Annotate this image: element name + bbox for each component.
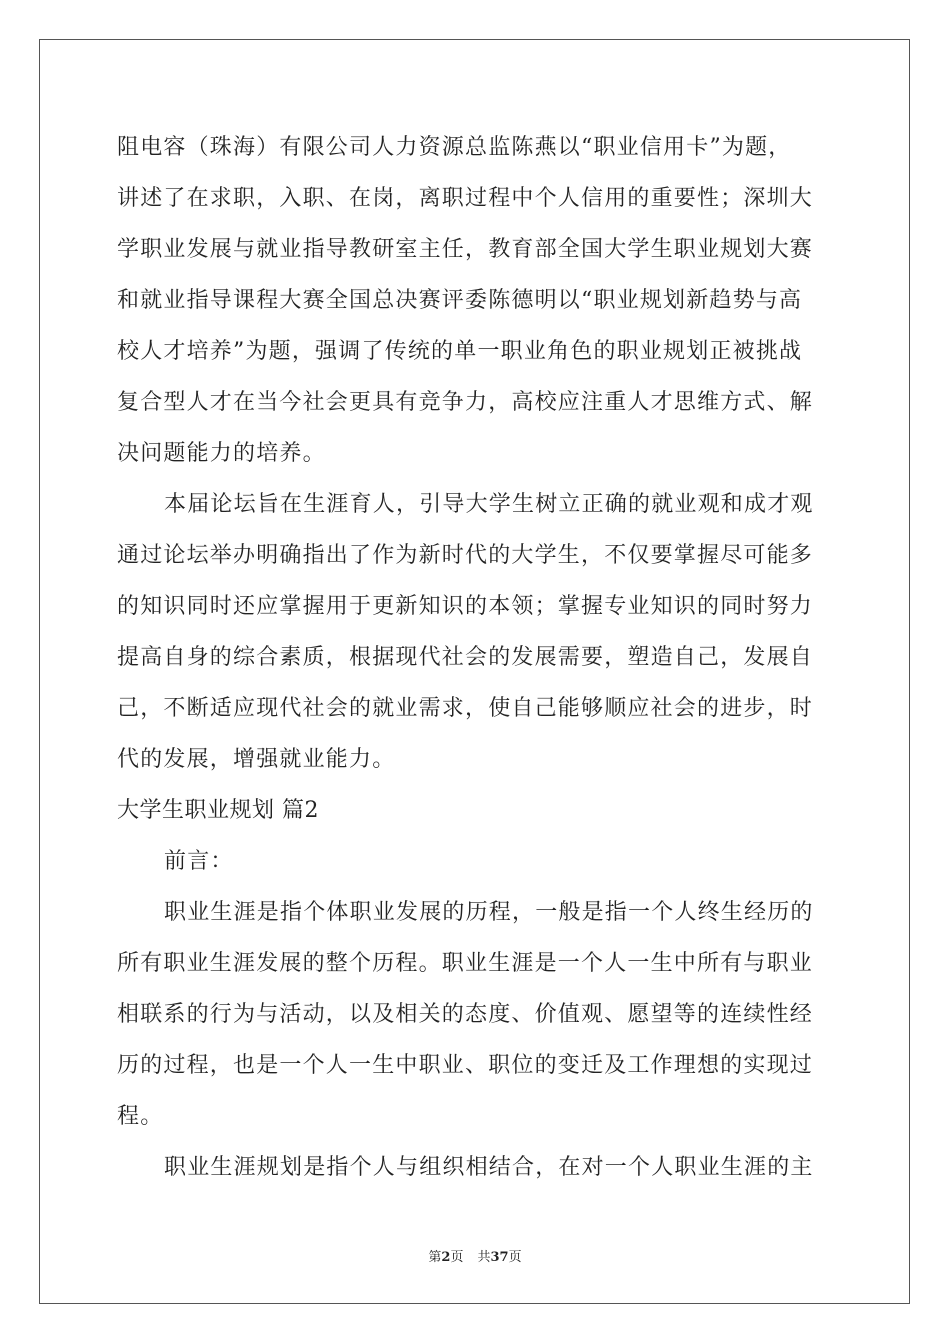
text-line: 提高自身的综合素质，根据现代社会的发展需要，塑造自己，发展自: [117, 645, 814, 670]
text-line: 历的过程，也是一个人一生中职业、职位的变迁及工作理想的实现过: [117, 1053, 814, 1078]
text-line: 相联系的行为与活动，以及相关的态度、价值观、愿望等的连续性经: [117, 1002, 814, 1027]
text-line: 程。: [117, 1104, 164, 1129]
preface-label: 前言：: [164, 849, 234, 874]
section-heading: 大学生职业规划 篇2: [117, 798, 319, 823]
text-line: 阻电容（珠海）有限公司人力资源总监陈燕以“职业信用卡”为题，: [117, 135, 792, 160]
text-line: 通过论坛举办明确指出了作为新时代的大学生，不仅要掌握尽可能多: [117, 543, 814, 568]
text-line: 学职业发展与就业指导教研室主任，教育部全国大学生职业规划大赛: [117, 237, 814, 262]
text-line: 职业生涯是指个体职业发展的历程，一般是指一个人终生经历的: [164, 900, 814, 925]
text-line: 职业生涯规划是指个人与组织相结合，在对一个人职业生涯的主: [164, 1155, 814, 1180]
page-suffix: 页: [450, 1250, 464, 1265]
page-number: 2: [441, 1250, 451, 1265]
text-line: 和就业指导课程大赛全国总决赛评委陈德明以“职业规划新趋势与高: [117, 288, 803, 313]
total-suffix: 页: [508, 1250, 522, 1265]
text-line: 所有职业生涯发展的整个历程。职业生涯是一个人一生中所有与职业: [117, 951, 814, 976]
page-footer: [0, 1246, 950, 1265]
text-line: 校人才培养”为题，强调了传统的单一职业角色的职业规划正被挑战: [117, 339, 803, 364]
text-line: 己，不断适应现代社会的就业需求，使自己能够顺应社会的进步，时: [117, 696, 814, 721]
document-body: [117, 122, 833, 1193]
total-pages: 37: [490, 1250, 509, 1265]
text-line: 的知识同时还应掌握用于更新知识的本领；掌握专业知识的同时努力: [117, 594, 814, 619]
page-prefix: 第: [428, 1250, 442, 1265]
text-line: 本届论坛旨在生涯育人，引导大学生树立正确的就业观和成才观: [164, 492, 814, 517]
text-line: 复合型人才在当今社会更具有竞争力，高校应注重人才思维方式、解: [117, 390, 814, 415]
text-line: 讲述了在求职，入职、在岗，离职过程中个人信用的重要性；深圳大: [117, 186, 814, 211]
text-line: 代的发展，增强就业能力。: [117, 747, 396, 772]
text-line: 决问题能力的培养。: [117, 441, 326, 466]
total-prefix: 共: [477, 1250, 491, 1265]
